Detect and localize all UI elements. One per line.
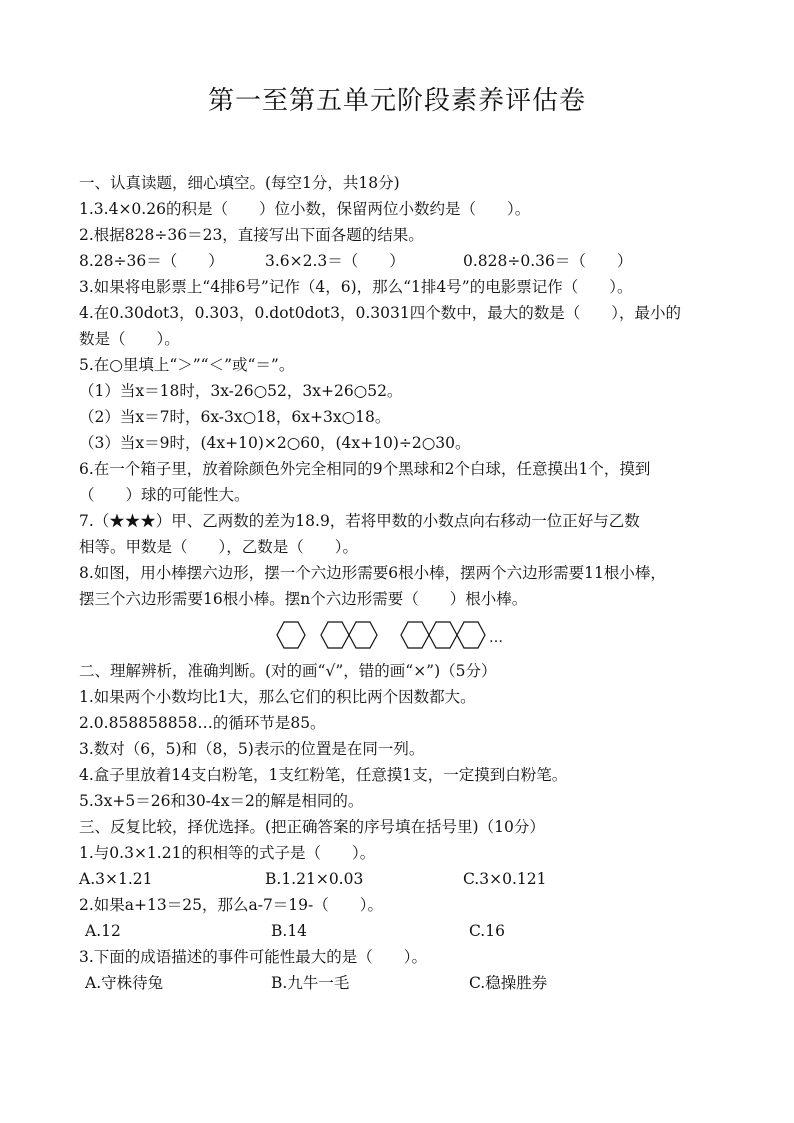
question-1-2: 2.根据828÷36＝23，直接写出下面各题的结果。 [79, 226, 424, 244]
option-a: A.3×1.21 [79, 870, 153, 888]
page-title: 第一至第五单元阶段素养评估卷 [207, 86, 586, 116]
judge-item-1: 1.如果两个小数均比1大，那么它们的积比两个因数都大。 [79, 688, 476, 706]
question-1-2-parts [79, 248, 739, 274]
hexagon-2b [349, 622, 377, 648]
question-1-5: 5.在○里填上“＞”“＜”或“＝”。 [79, 356, 295, 374]
question-1-5-3: （3）当x＝9时，(4x+10)×2○60，(4x+10)÷2○30。 [79, 434, 471, 452]
q2-part-b: 3.6×2.3＝（ ） [265, 252, 405, 270]
option-b: B.九牛一毛 [271, 974, 350, 992]
question-1-7-line2: 相等。甲数是（ ），乙数是（ ）。 [79, 538, 359, 556]
question-1-1: 1.3.4×0.26的积是（ ）位小数，保留两位小数约是（ ）。 [79, 200, 531, 218]
option-b: B.1.21×0.03 [265, 870, 364, 888]
hexagon-3b [429, 622, 457, 648]
question-1-3: 3.如果将电影票上“4排6号”记作（4，6)，那么“1排4号”的电影票记作（ ）。 [79, 278, 633, 296]
choice-question-2-options [79, 918, 739, 944]
choice-question-3: 3.下面的成语描述的事件可能性最大的是（ ）。 [79, 948, 428, 966]
option-c: C.3×0.121 [463, 870, 547, 888]
section2-heading: 二、理解辨析，准确判断。(对的画“√”，错的画“×”)（5分） [79, 662, 497, 680]
question-1-5-1: （1）当x＝18时，3x-26○52，3x+26○52。 [79, 382, 403, 400]
question-1-5-2: （2）当x＝7时，6x-3x○18，6x+3x○18。 [79, 408, 391, 426]
option-b: B.14 [271, 922, 308, 940]
question-1-8-line2: 摆三个六边形需要16根小棒。摆n个六边形需要（ ）根小棒。 [79, 590, 528, 608]
question-1-4-line2: 数是（ ）。 [79, 330, 180, 348]
ellipsis: … [489, 630, 503, 646]
section1-heading: 一、认真读题，细心填空。(每空1分，共18分) [79, 174, 400, 192]
hexagon-3c [457, 622, 485, 648]
judge-item-5: 5.3x+5＝26和30-4x＝2的解是相同的。 [79, 792, 364, 810]
section3-heading: 三、反复比较，择优选择。(把正确答案的序号填在括号里)（10分） [79, 818, 545, 836]
hexagon-2a [321, 622, 349, 648]
question-1-7-line1: 7.（★★★）甲、乙两数的差为18.9，若将甲数的小数点向右移动一位正好与乙数 [79, 512, 640, 530]
hexagon-1 [277, 622, 305, 648]
question-1-8-line1: 8.如图，用小棒摆六边形，摆一个六边形需要6根小棒，摆两个六边形需要11根小棒， [79, 564, 666, 582]
q2-part-c: 0.828÷0.36＝（ ） [463, 252, 633, 270]
question-1-6-line2: （ ）球的可能性大。 [79, 486, 250, 504]
question-1-4-line1: 4.在0.30dot3，0.303，0.dot0dot3，0.3031四个数中，最大的数是（ ），最小的 [79, 304, 681, 322]
choice-question-1: 1.与0.3×1.21的积相等的式子是（ ）。 [79, 844, 376, 862]
hexagon-diagram [269, 618, 509, 652]
option-a: A.12 [85, 922, 121, 940]
q2-part-a: 8.28÷36＝（ ） [79, 252, 224, 270]
judge-item-3: 3.数对（6，5)和（8，5)表示的位置是在同一列。 [79, 740, 425, 758]
question-1-6-line1: 6.在一个箱子里，放着除颜色外完全相同的9个黑球和2个白球，任意摸出1个，摸到 [79, 460, 651, 478]
option-c: C.稳操胜券 [469, 974, 548, 992]
choice-question-3-options [79, 970, 739, 996]
exam-content [79, 170, 739, 996]
judge-item-2: 2.0.858858858…的循环节是85。 [79, 714, 326, 732]
option-c: C.16 [469, 922, 505, 940]
choice-question-2: 2.如果a+13＝25，那么a-7＝19-（ ）。 [79, 896, 384, 914]
choice-question-1-options [79, 866, 739, 892]
hexagon-3a [401, 622, 429, 648]
judge-item-4: 4.盒子里放着14支白粉笔，1支红粉笔，任意摸1支，一定摸到白粉笔。 [79, 766, 568, 784]
option-a: A.守株待兔 [85, 974, 164, 992]
hexagon-figure [79, 612, 739, 658]
